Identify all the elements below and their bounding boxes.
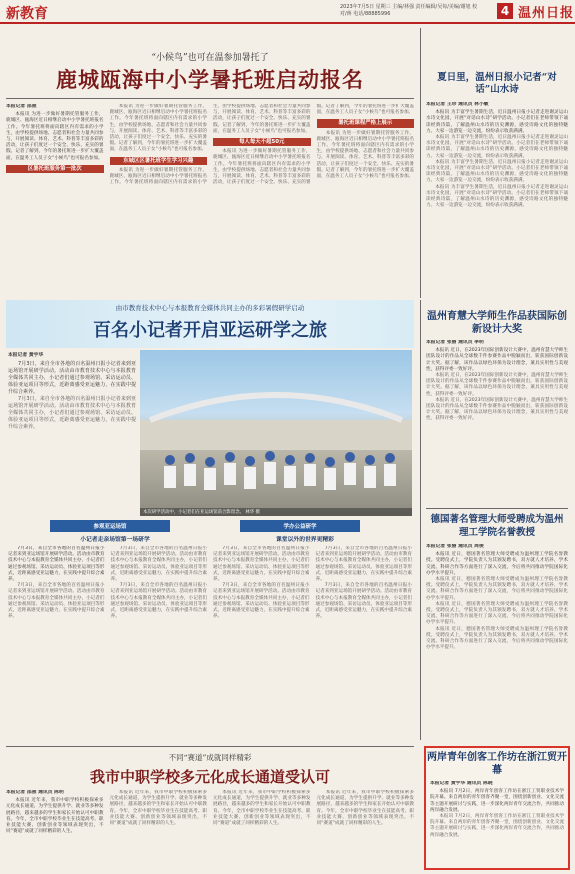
feature-headline: 百名小记者开启亚运研学之旅 bbox=[93, 320, 327, 341]
right-mid-paragraph: 本报讯 近日，在2023年国际创新设计大赛中，温州育慧大学师生团队设计的作品从全球数千件参赛作品中脱颖而出，斩获国际创新设计大奖。据了解，该作品以绿色环保为设计理念，兼具实用性与美观性，获得评委一致好评。 bbox=[426, 348, 568, 372]
page-header bbox=[0, 0, 575, 24]
group-photo-illustration bbox=[140, 350, 412, 516]
right-top-paragraph: 本报讯 为丰富学生暑期生活，近日温州日报小记者走进谢灵运山水诗文化园，开展“对话山水诗”研学活动。小记者们在老师带领下诵读经典诗篇，了解温州山水诗的历史渊源，感受诗路文化的独特魅力。大家一边游览一边交流，纷纷表示收获满满。 bbox=[426, 135, 568, 159]
feature-photo bbox=[140, 350, 412, 516]
right-box-paragraph: 本报讯 7月2日，两岸青年创客工作坊在浙江工贸职业技术学院开幕。来自两岸的青年创客齐聚一堂，围绕创新创业、文化交流等主题开展研讨与实践，进一步深化两岸青年交流合作，共同推动两岸融合发展。 bbox=[430, 814, 564, 838]
page-number: 4 bbox=[497, 3, 513, 19]
feature-subhead: 课堂以外的世界更精彩 bbox=[276, 537, 334, 543]
feature-paragraph: 7月3日，来自全市各地的百名温州日报小记者来到亚运场馆开展研学活动。活动由市教育技术中心与本报教育全媒体共同主办，小记者们通过参观场馆、采访运动员、体验亚运项目等形式，近距离感受亚运魅力，在实践中提升综合素养。 bbox=[8, 396, 136, 430]
right-mid-paragraph: 本报讯 近日，在2023年国际创新设计大赛中，温州育慧大学师生团队设计的作品从全球数千件参赛作品中脱颖而出，斩获国际创新设计大奖。据了解，该作品以绿色环保为设计理念，兼具实用性与美观性，获得评委一致好评。 bbox=[426, 397, 568, 422]
feature-subhead: 小记者走亲场馆第一场研学 bbox=[80, 537, 150, 543]
lead-subhead: 区暑托班服务第一批次 bbox=[6, 165, 104, 173]
right-mid-body bbox=[426, 340, 568, 500]
right-mid2-paragraph: 本报讯 近日，德国著名管理大师受聘成为温州理工学院名誉教授。受聘仪式上，学院负责人为其颁发聘书，双方就人才培养、学术交流、科研合作等方面进行了深入交流，今后将共同推动学院国际化办学水平提升。 bbox=[426, 577, 568, 601]
masthead: 温州日报 bbox=[518, 6, 575, 21]
feature-paragraph: 7月3日，来自全市各地的百名温州日报小记者来到亚运场馆开展研学活动。活动由市教育技术中心与本报教育全媒体共同主办，小记者们通过参观场馆、采访运动员、体验亚运项目等形式，近距离感受亚运魅力，在实践中提升综合素养。 bbox=[110, 546, 207, 583]
right-box-body bbox=[430, 781, 564, 867]
right-mid-paragraph: 本报讯 近日，在2023年国际创新设计大赛中，温州育慧大学师生团队设计的作品从全球数千件参赛作品中脱颖而出，斩获国际创新设计大奖。据了解，该作品以绿色环保为设计理念，兼具实用性与美观性，获得评委一致好评。 bbox=[426, 373, 568, 397]
right-mid2-paragraph: 本报讯 近日，德国著名管理大师受聘成为温州理工学院名誉教授。受聘仪式上，学院负责人为其颁发聘书，双方就人才培养、学术交流、科研合作等方面进行了深入交流，今后将共同推动学院国际化办学水平提升。 bbox=[426, 626, 568, 651]
feature-paragraph: 7月3日，来自全市各地的百名温州日报小记者来到亚运场馆开展研学活动。活动由市教育技术中心与本报教育全媒体共同主办，小记者们通过参观场馆、采访运动员、体验亚运项目等形式，近距离感受亚运魅力，在实践中提升综合素养。 bbox=[315, 583, 412, 620]
right-top-paragraph: 本报讯 为丰富学生暑期生活，近日温州日报小记者走进谢灵运山水诗文化园，开展“对话山水诗”研学活动。小记者们在老师带领下诵读经典诗篇，了解温州山水诗的历史渊源，感受诗路文化的独特魅力。大家一边游览一边交流，纷纷表示收获满满。 bbox=[426, 184, 568, 209]
bottom-paragraph: 本报讯 近年来，我市中职学校积极探索多元化成长通道，为学生提供升学、就业等多种发展路径，越来越多的学生和家长开始认可中职教育。今年，全市中职学校毕业生在技能高考、职业技能大赛、创新创业等领域表现突出，不同“赛道”成就了同样精彩的人生。 bbox=[213, 790, 311, 827]
lead-subhead: 东城区区暑托班学生学习兴趣 bbox=[110, 157, 208, 165]
right-mid-title: 温州育慧大学师生作品获国际创新设计大奖 bbox=[427, 311, 567, 335]
feature-paragraph: 7月3日，来自全市各地的百名温州日报小记者来到亚运场馆开展研学活动。活动由市教育技术中心与本报教育全媒体共同主办，小记者们通过参观场馆、采访运动员、体验亚运项目等形式，近距离感受亚运魅力，在实践中提升综合素养。 bbox=[8, 583, 105, 620]
feature-tag: 学办公益研学 bbox=[240, 520, 360, 532]
bottom-body bbox=[6, 790, 414, 870]
bottom-paragraph: 本报讯 近年来，我市中职学校积极探索多元化成长通道，为学生提供升学、就业等多种发展路径，越来越多的学生和家长开始认可中职教育。今年，全市中职学校毕业生在技能高考、职业技能大赛、创新创业等领域表现突出，不同“赛道”成就了同样精彩的人生。 bbox=[316, 790, 414, 827]
right-box-article bbox=[424, 746, 570, 870]
right-top-title: 夏日里，温州日报小记者“对话”山水诗 bbox=[437, 72, 557, 95]
lead-paragraph: 本报讯 为进一步做好暑期托管服务工作，鹿城区、瓯海区近日相继启动中小学暑托班报名工作。今年暑托班将面向辖区内有需求的小学生，由学校提供场地、志愿者和社会力量共同参与，开展阅读、体育、艺术、科普等丰富多彩的活动，让孩子们度过一个安全、快乐、充实的暑假。记者了解到，今年的暑托班进一步扩大覆盖面，在温务工人员子女“小候鸟”也可报名参加。 bbox=[109, 104, 207, 153]
feature-intro bbox=[8, 352, 136, 512]
feature-paragraph: 7月3日，来自全市各地的百名温州日报小记者来到亚运场馆开展研学活动。活动由市教育技术中心与本报教育全媒体共同主办，小记者们通过参观场馆、采访运动员、体验亚运项目等形式，近距离感受亚运魅力，在实践中提升综合素养。 bbox=[213, 546, 310, 583]
right-box-paragraph: 本报讯 7月2日，两岸青年创客工作坊在浙江工贸职业技术学院开幕。来自两岸的青年创客齐聚一堂，围绕创新创业、文化交流等主题开展研讨与实践，进一步深化两岸青年交流合作，共同推动两岸融合发展。 bbox=[430, 789, 564, 813]
feature-paragraph: 7月3日，来自全市各地的百名温州日报小记者来到亚运场馆开展研学活动。活动由市教育技术中心与本报教育全媒体共同主办，小记者们通过参观场馆、采访运动员、体验亚运项目等形式，近距离感受亚运魅力，在实践中提升综合素养。 bbox=[8, 546, 105, 583]
section-name: 新教育 bbox=[6, 6, 48, 22]
right-top-body bbox=[426, 102, 568, 298]
lead-body bbox=[6, 104, 414, 296]
lead-paragraph: 本报讯 为进一步做好暑期托管服务工作，鹿城区、瓯海区近日相继启动中小学暑托班报名工作。今年暑托班将面向辖区内有需求的小学生，由学校提供场地、志愿者和社会力量共同参与，开展阅读、体育、艺术、科普等丰富多彩的活动，让孩子们度过一个安全、快乐、充实的暑假。记者了解到，今年的暑托班进一步扩大覆盖面，在温务工人员子女“小候鸟”也可报名参加。 bbox=[109, 104, 311, 186]
bottom-headline: 我市中职学校多元化成长通道受认可 bbox=[89, 768, 330, 786]
right-mid2-paragraph: 本报讯 近日，德国著名管理大师受聘成为温州理工学院名誉教授。受聘仪式上，学院负责人为其颁发聘书，双方就人才培养、学术交流、科研合作等方面进行了深入交流，今后将共同推动学院国际化办学水平提升。 bbox=[426, 601, 568, 626]
lead-paragraph: 本报讯 为进一步做好暑期托管服务工作，鹿城区、瓯海区近日相继启动中小学暑托班报名工作。今年暑托班将面向辖区内有需求的小学生，由学校提供场地、志愿者和社会力量共同参与，开展阅读、体育、艺术、科普等丰富多彩的活动，让孩子们度过一个安全、快乐、充实的暑假。记者了解到，今年的暑托班进一步扩大覆盖面，在温务工人员子女“小候鸟”也可报名参加。 bbox=[213, 104, 414, 186]
right-mid2-title: 德国著名管理大师受聘成为温州理工学院名誉教授 bbox=[430, 514, 564, 538]
feature-body bbox=[8, 546, 412, 742]
lead-headline: 鹿城瓯海中小学暑托班启动报名 bbox=[56, 67, 364, 92]
feature-kicker: 由市教育技术中心与本报教育全媒体共同主办的多彩暑假研学启动 bbox=[115, 304, 305, 312]
bottom-kicker: 不同“赛道”成就同样精彩 bbox=[168, 753, 252, 762]
feature-paragraph: 7月3日，来自全市各地的百名温州日报小记者来到亚运场馆开展研学活动。活动由市教育技术中心与本报教育全媒体共同主办，小记者们通过参观场馆、采访运动员、体验亚运项目等形式，近距离感受亚运魅力，在实践中提升综合素养。 bbox=[8, 361, 136, 395]
right-top-byline: 本报记者 王珍 通讯员 林小敏 bbox=[426, 102, 489, 107]
lead-paragraph: 本报讯 为进一步做好暑期托管服务工作，鹿城区、瓯海区近日相继启动中小学暑托班报名工作。今年暑托班将面向辖区内有需求的小学生，由学校提供场地、志愿者和社会力量共同参与，开展阅读、体育、艺术、科普等丰富多彩的活动，让孩子们度过一个安全、快乐、充实的暑假。记者了解到，今年的暑托班进一步扩大覆盖面，在温务工人员子女“小候鸟”也可报名参加。 bbox=[316, 130, 414, 180]
lead-kicker: “小候鸟”也可在温参加暑托了 bbox=[151, 53, 269, 63]
feature-byline: 本报记者 黄宇华 bbox=[8, 353, 44, 358]
lead-paragraph: 本报讯 为进一步做好暑期托管服务工作，鹿城区、瓯海区近日相继启动中小学暑托班报名工作。今年暑托班将面向辖区内有需求的小学生，由学校提供场地、志愿者和社会力量共同参与，开展阅读、体育、艺术、科普等丰富多彩的活动，让孩子们度过一个安全、快乐、充实的暑假。记者了解到，今年的暑托班进一步扩大覆盖面，在温务工人员子女“小候鸟”也可报名参加。 bbox=[6, 112, 104, 161]
bottom-paragraph: 本报讯 近年来，我市中职学校积极探索多元化成长通道，为学生提供升学、就业等多种发展路径，越来越多的学生和家长开始认可中职教育。今年，全市中职学校毕业生在技能高考、职业技能大赛、创新创业等领域表现突出，不同“赛道”成就了同样精彩的人生。 bbox=[6, 798, 104, 835]
lead-subhead: 暑托班课程严格上展示 bbox=[317, 119, 415, 127]
right-mid-byline: 本报记者 张丽 通讯员 李明 bbox=[426, 340, 484, 345]
right-mid2-byline: 本报记者 张丽 通讯员 周俊 bbox=[426, 544, 484, 549]
feature-paragraph: 7月3日，来自全市各地的百名温州日报小记者来到亚运场馆开展研学活动。活动由市教育技术中心与本报教育全媒体共同主办，小记者们通过参观场馆、采访运动员、体验亚运项目等形式，近距离感受亚运魅力，在实践中提升综合素养。 bbox=[315, 546, 412, 583]
photo-caption: 本次研学活动中，小记者们在亚运场馆前合影留念。 林华 摄 bbox=[140, 508, 412, 516]
feature-paragraph: 7月3日，来自全市各地的百名温州日报小记者来到亚运场馆开展研学活动。活动由市教育技术中心与本报教育全媒体共同主办，小记者们通过参观场馆、采访运动员、体验亚运项目等形式，近距离感受亚运魅力，在实践中提升综合素养。 bbox=[110, 583, 207, 620]
right-box-byline: 本报记者 黄宇华 通讯员 陈晓 bbox=[430, 781, 493, 786]
date-line: 2023年7月5日 星期三 主编/林强 责任编辑/吴每/美编/谢旭 校对/蒋 电话/88885996 bbox=[340, 4, 478, 17]
feature-tag: 参观亚运场馆 bbox=[50, 520, 170, 532]
right-mid2-body bbox=[426, 544, 568, 740]
bottom-byline: 本报记者 邵燕 通讯员 陈明 bbox=[6, 790, 64, 795]
feature-paragraph: 7月3日，来自全市各地的百名温州日报小记者来到亚运场馆开展研学活动。活动由市教育技术中心与本报教育全媒体共同主办，小记者们通过参观场馆、采访运动员、体验亚运项目等形式，近距离感受亚运魅力，在实践中提升综合素养。 bbox=[213, 583, 310, 620]
bottom-paragraph: 本报讯 近年来，我市中职学校积极探索多元化成长通道，为学生提供升学、就业等多种发展路径，越来越多的学生和家长开始认可中职教育。今年，全市中职学校毕业生在技能高考、职业技能大赛、创新创业等领域表现突出，不同“赛道”成就了同样精彩的人生。 bbox=[109, 790, 207, 827]
right-top-paragraph: 本报讯 为丰富学生暑期生活，近日温州日报小记者走进谢灵运山水诗文化园，开展“对话山水诗”研学活动。小记者们在老师带领下诵读经典诗篇，了解温州山水诗的历史渊源，感受诗路文化的独特魅力。大家一边游览一边交流，纷纷表示收获满满。 bbox=[426, 110, 568, 134]
right-mid2-paragraph: 本报讯 近日，德国著名管理大师受聘成为温州理工学院名誉教授。受聘仪式上，学院负责人为其颁发聘书，双方就人才培养、学术交流、科研合作等方面进行了深入交流，今后将共同推动学院国际化办学水平提升。 bbox=[426, 552, 568, 576]
lead-byline: 本报记者 邵燕 bbox=[6, 104, 37, 109]
lead-subhead: 每人每天不超50元 bbox=[213, 138, 311, 146]
right-box-title: 两岸青年创客工作坊在浙江贸开幕 bbox=[427, 752, 567, 776]
right-top-paragraph: 本报讯 为丰富学生暑期生活，近日温州日报小记者走进谢灵运山水诗文化园，开展“对话山水诗”研学活动。小记者们在老师带领下诵读经典诗篇，了解温州山水诗的历史渊源，感受诗路文化的独特魅力。大家一边游览一边交流，纷纷表示收获满满。 bbox=[426, 159, 568, 184]
